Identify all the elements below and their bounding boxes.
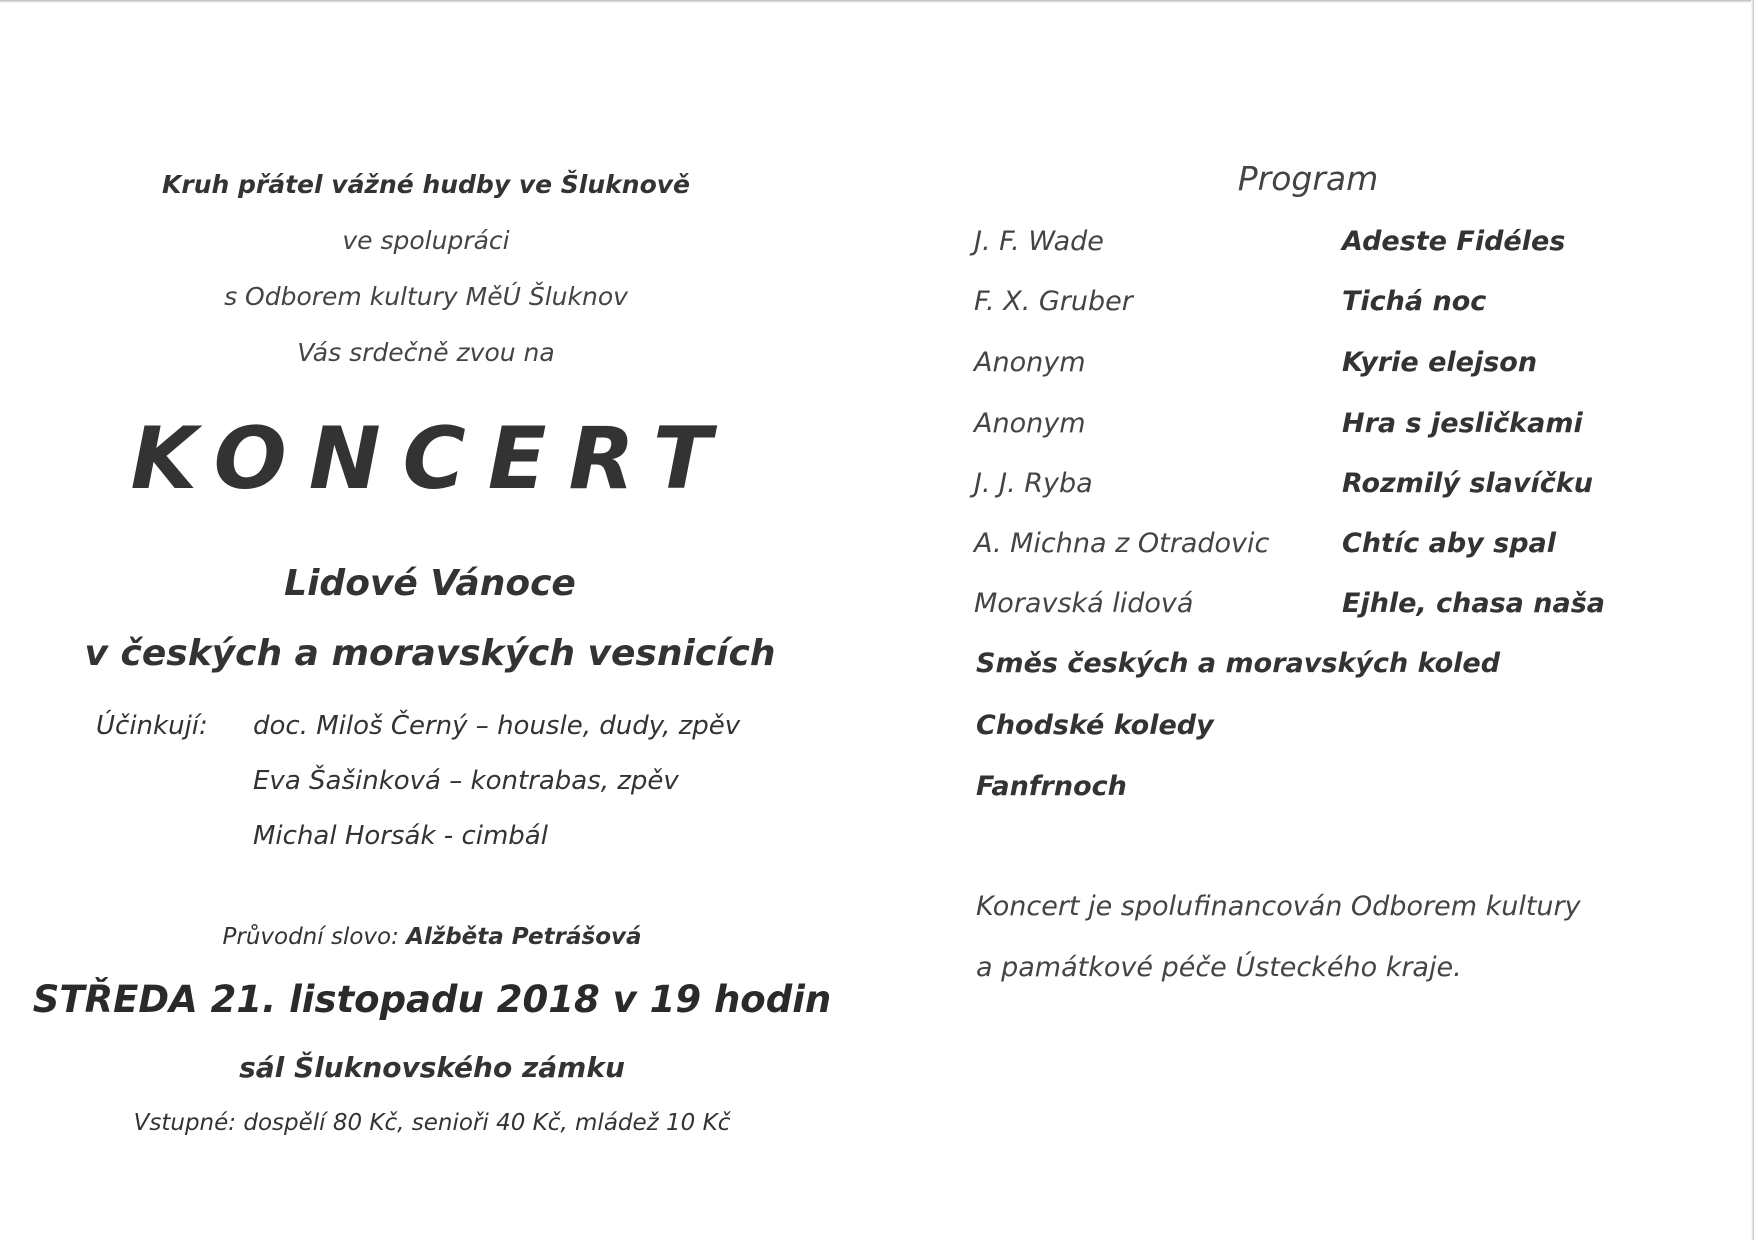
program-piece: Rozmilý slavíčku (1342, 468, 1593, 499)
program-composer: A. Michna z Otradovic (974, 528, 1270, 559)
performer-item: Michal Horsák - cimbál (253, 821, 548, 851)
invite-line: Vás srdečně zvou na (297, 338, 555, 367)
concert-venue: sál Šluknovského zámku (239, 1051, 625, 1084)
program-piece: Kyrie elejson (1342, 347, 1538, 378)
admission-prices: Vstupné: dospělí 80 Kč, senioři 40 Kč, mládež 10 Kč (133, 1110, 731, 1136)
program-extra-item: Směs českých a moravských koled (976, 648, 1501, 679)
program-composer: Moravská lidová (974, 588, 1194, 619)
guide-line (222, 926, 641, 949)
program-piece: Hra s jesličkami (1342, 408, 1583, 439)
program-title: Program (1237, 159, 1379, 198)
performer-item: Eva Šašinková – kontrabas, zpěv (253, 766, 679, 796)
guide-name: Alžběta Petrášová (406, 924, 642, 950)
program-composer: Anonym (974, 347, 1086, 378)
concert-subtitle-1: Lidové Vánoce (284, 563, 576, 604)
scan-top-edge (0, 0, 1754, 3)
concert-title: KONCERT (130, 409, 734, 509)
partner-line: s Odborem kultury MěÚ Šluknov (224, 282, 628, 311)
program-piece: Tichá noc (1342, 286, 1487, 317)
program-piece: Chtíc aby spal (1342, 528, 1557, 559)
performers-label: Účinkují: (96, 711, 208, 741)
funding-note: Koncert je spolufinancován Odborem kultury (976, 891, 1581, 922)
concert-date: STŘEDA 21. listopadu 2018 v 19 hodin (32, 978, 832, 1021)
concert-subtitle-2: v českých a moravských vesnicích (84, 633, 776, 674)
program-composer: J. J. Ryba (974, 468, 1093, 499)
program-extra-item: Fanfrnoch (976, 771, 1127, 802)
cooperation-line: ve spolupráci (342, 226, 510, 255)
program-piece: Adeste Fidéles (1342, 226, 1566, 257)
program-piece: Ejhle, chasa naša (1342, 588, 1606, 619)
program-composer: J. F. Wade (974, 226, 1104, 257)
funding-note: a památkové péče Ústeckého kraje. (976, 952, 1462, 983)
program-composer: F. X. Gruber (974, 286, 1133, 317)
program-extra-item: Chodské koledy (976, 710, 1214, 741)
organizer-line: Kruh přátel vážné hudby ve Šluknově (161, 170, 691, 199)
guide-label: Průvodní slovo: (222, 924, 399, 950)
program-composer: Anonym (974, 408, 1086, 439)
performer-item: doc. Miloš Černý – housle, dudy, zpěv (253, 711, 741, 741)
